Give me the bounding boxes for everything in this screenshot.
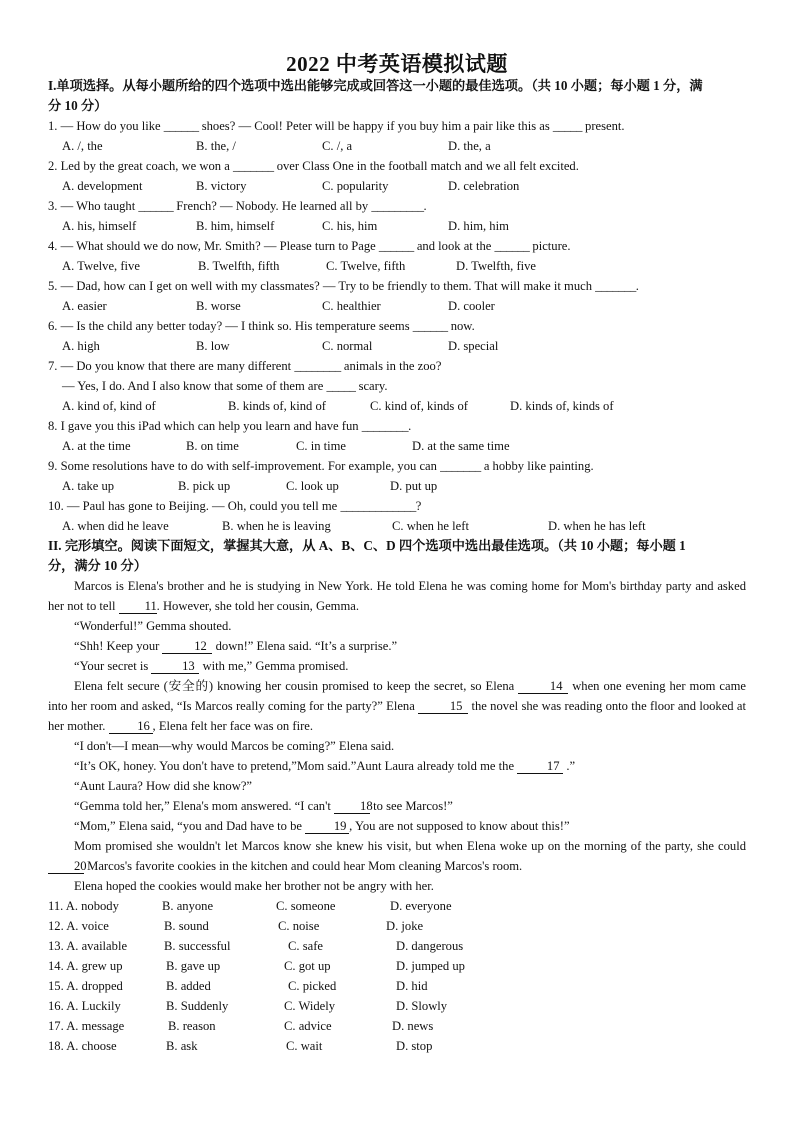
- cloze-blank-16: 16: [109, 720, 153, 734]
- choice-17-a: 17. A. message: [48, 1019, 125, 1033]
- option-5-a: A. easier: [62, 299, 107, 313]
- question-text: 5. — Dad, how can I get on well with my classmates? — Try to be friendly to them. That will make it much: [48, 279, 596, 293]
- option-6-d: D. special: [448, 339, 499, 353]
- passage-text: “I don't—I mean—why would Marcos be coming?” Elena said.: [74, 739, 395, 753]
- choice-11-d: D. everyone: [390, 899, 452, 913]
- passage-text: , Elena felt her face was on fire.: [152, 719, 313, 733]
- choice-13-c: C. safe: [288, 939, 323, 953]
- cloze-blank-12: 12: [162, 640, 212, 654]
- passage-text: with me,” Gemma promised.: [199, 659, 349, 673]
- choice-18-d: D. stop: [396, 1039, 433, 1053]
- question-text: 9. Some resolutions have to do with self-improvement. For example, you can: [48, 459, 441, 473]
- option-5-c: C. healthier: [322, 299, 381, 313]
- question-text: .: [408, 419, 412, 433]
- passage-text: . However, she told her cousin, Gemma.: [156, 599, 359, 613]
- answer-blank: ________: [361, 419, 409, 433]
- question-5: [48, 278, 639, 294]
- question-text: over Class One in the football match and we all felt excited.: [273, 159, 579, 173]
- choice-16-b: B. Suddenly: [166, 999, 229, 1013]
- passage-paragraph: [48, 796, 746, 816]
- answer-blank: _____: [326, 379, 356, 393]
- option-10-b: B. when he is leaving: [222, 519, 331, 533]
- option-10-c: C. when he left: [392, 519, 469, 533]
- passage-text: “It’s OK, honey. You don't have to pretend,”Mom said.”Aunt Laura already told me the: [74, 759, 518, 773]
- passage-paragraph: [48, 576, 746, 616]
- choice-13-d: D. dangerous: [396, 939, 464, 953]
- choice-15-d: D. hid: [396, 979, 428, 993]
- question-text: — Yes, I do. And I also know that some of them are: [62, 379, 327, 393]
- passage-text: Marcos is Elena's brother and he is studying in New York. He told Elena he was coming home for Mom's birthday party and asked her not to tell: [48, 579, 746, 613]
- option-6-b: B. low: [196, 339, 230, 353]
- question-text: a hobby like painting.: [480, 459, 594, 473]
- passage-paragraph: [48, 756, 746, 776]
- option-9-d: D. put up: [390, 479, 438, 493]
- cloze-blank-18: 18: [334, 800, 370, 814]
- question-text: 2. Led by the great coach, we won a: [48, 159, 233, 173]
- cloze-blank-20: 20: [48, 860, 84, 874]
- passage-text: Mom promised she wouldn't let Marcos know she knew his visit, but when Elena woke up on the morning of the party, she could: [74, 839, 746, 853]
- question-text: 10. — Paul has gone to Beijing. — Oh, could you tell me: [48, 499, 341, 513]
- choice-12-a: 12. A. voice: [48, 919, 109, 933]
- passage-text: , You are not supposed to know about this!”: [349, 819, 570, 833]
- question-text: French? — Nobody. He learned all by: [173, 199, 372, 213]
- choice-12-b: B. sound: [164, 919, 209, 933]
- answer-blank: _____: [552, 119, 582, 133]
- answer-blank: ______: [412, 319, 448, 333]
- answer-blank: ________: [294, 359, 341, 373]
- question-text: picture.: [529, 239, 571, 253]
- passage-text: “Wonderful!” Gemma shouted.: [74, 619, 232, 633]
- question-text: 6. — Is the child any better today? — I think so. His temperature seems: [48, 319, 413, 333]
- answer-blank: _________: [371, 199, 424, 213]
- question-text: .: [635, 279, 639, 293]
- answer-blank: ______: [138, 199, 174, 213]
- choice-12-d: D. joke: [386, 919, 424, 933]
- passage-text: “Your secret is: [74, 659, 152, 673]
- choice-15-a: 15. A. dropped: [48, 979, 123, 993]
- option-4-d: D. Twelfth, five: [456, 259, 537, 273]
- passage-text: the novel she was reading onto the floor and looked at her mother.: [48, 699, 747, 733]
- passage-paragraph: [48, 616, 746, 636]
- cloze-blank-15: 15: [418, 700, 468, 714]
- choice-16-d: D. Slowly: [396, 999, 448, 1013]
- option-3-b: B. him, himself: [196, 219, 275, 233]
- question-text: 1. — How do you like: [48, 119, 164, 133]
- question-7-line2: [62, 378, 387, 394]
- cloze-blank-13: 13: [151, 660, 199, 674]
- question-9: [48, 458, 594, 474]
- passage-text: when one evening her mom came into her room and asked, “Is Marcos really coming for the party?” Elena: [48, 679, 746, 713]
- question-text: scary.: [355, 379, 388, 393]
- cloze-blank-17: 17: [517, 760, 563, 774]
- option-10-d: D. when he has left: [548, 519, 646, 533]
- option-4-b: B. Twelfth, fifth: [198, 259, 280, 273]
- section1-header-cont: 分 10 分）: [48, 98, 108, 113]
- choice-14-b: B. gave up: [166, 959, 221, 973]
- option-1-c: C. /, a: [322, 139, 353, 153]
- question-text: 8. I gave you this iPad which can help you learn and have fun: [48, 419, 362, 433]
- choice-14-d: D. jumped up: [396, 959, 465, 973]
- option-8-a: A. at the time: [62, 439, 131, 453]
- question-text: .: [423, 199, 427, 213]
- section2-header-cont: 分，满分 10 分）: [48, 558, 147, 573]
- page-title: 2022 中考英语模拟试题: [286, 52, 508, 76]
- option-10-a: A. when did he leave: [62, 519, 169, 533]
- option-7-a: A. kind of, kind of: [62, 399, 156, 413]
- cloze-blank-11: 11: [119, 600, 157, 614]
- question-text: ?: [415, 499, 422, 513]
- option-7-d: D. kinds of, kinds of: [510, 399, 614, 413]
- option-8-b: B. on time: [186, 439, 239, 453]
- answer-blank: _____________: [340, 499, 416, 513]
- question-4: [48, 238, 571, 254]
- answer-blank: _______: [440, 459, 481, 473]
- choice-12-c: C. noise: [278, 919, 320, 933]
- question-1: [48, 118, 625, 134]
- answer-blank: ______: [163, 119, 199, 133]
- option-2-b: B. victory: [196, 179, 247, 193]
- option-6-c: C. normal: [322, 339, 373, 353]
- passage-text: “Aunt Laura? How did she know?”: [74, 779, 253, 793]
- passage-text: down!” Elena said. “It’s a surprise.”: [212, 639, 398, 653]
- option-3-a: A. his, himself: [62, 219, 137, 233]
- choice-17-d: D. news: [392, 1019, 434, 1033]
- section2-header: II. 完形填空。阅读下面短文，掌握其大意，从 A、B、C、D 四个选项中选出最佳选项。（共 10 小题；每小题 1: [48, 538, 686, 553]
- option-4-a: A. Twelve, five: [62, 259, 140, 273]
- question-text: now.: [447, 319, 475, 333]
- choice-18-c: C. wait: [286, 1039, 323, 1053]
- option-1-d: D. the, a: [448, 139, 491, 153]
- option-9-c: C. look up: [286, 479, 339, 493]
- choice-16-a: 16. A. Luckily: [48, 999, 121, 1013]
- passage-paragraph: [48, 656, 746, 676]
- question-text: 3. — Who taught: [48, 199, 139, 213]
- question-text: shoes? — Cool! Peter will be happy if you buy him a pair like this as: [198, 119, 553, 133]
- passage-paragraph: [48, 636, 746, 656]
- option-1-b: B. the, /: [196, 139, 236, 153]
- choice-11-c: C. someone: [276, 899, 336, 913]
- choice-13-b: B. successful: [164, 939, 231, 953]
- option-2-d: D. celebration: [448, 179, 520, 193]
- option-6-a: A. high: [62, 339, 100, 353]
- passage-paragraph: [48, 776, 746, 796]
- question-8: [48, 418, 411, 434]
- question-text: 4. — What should we do now, Mr. Smith? — Please turn to Page: [48, 239, 379, 253]
- answer-blank: _______: [232, 159, 274, 173]
- option-3-d: D. him, him: [448, 219, 509, 233]
- question-7: [48, 358, 441, 374]
- option-8-c: C. in time: [296, 439, 347, 453]
- passage-text: to see Marcos!”: [370, 799, 453, 813]
- question-2: [48, 158, 579, 174]
- passage-paragraph: [48, 736, 746, 756]
- option-9-b: B. pick up: [178, 479, 231, 493]
- option-5-d: D. cooler: [448, 299, 495, 313]
- option-2-c: C. popularity: [322, 179, 389, 193]
- answer-blank: ______: [494, 239, 530, 253]
- passage-text: “Mom,” Elena said, “you and Dad have to be: [74, 819, 306, 833]
- option-9-a: A. take up: [62, 479, 115, 493]
- choice-17-b: B. reason: [168, 1019, 216, 1033]
- choice-18-b: B. ask: [166, 1039, 198, 1053]
- option-8-d: D. at the same time: [412, 439, 510, 453]
- section1-header: I.单项选择。从每小题所给的四个选项中选出能够完成或回答这一小题的最佳选项。（共 10 小题；每小题 1 分，满: [48, 78, 703, 93]
- choice-15-c: C. picked: [288, 979, 337, 993]
- choice-14-c: C. got up: [284, 959, 331, 973]
- passage-text: Elena hoped the cookies would make her brother not be angry with her.: [74, 879, 434, 893]
- choice-14-a: 14. A. grew up: [48, 959, 123, 973]
- choice-11-b: B. anyone: [162, 899, 214, 913]
- option-7-b: B. kinds of, kind of: [228, 399, 326, 413]
- option-4-c: C. Twelve, fifth: [326, 259, 406, 273]
- choice-18-a: 18. A. choose: [48, 1039, 117, 1053]
- cloze-blank-14: 14: [518, 680, 568, 694]
- question-text: and look at the: [413, 239, 495, 253]
- question-text: present.: [581, 119, 625, 133]
- option-5-b: B. worse: [196, 299, 241, 313]
- question-6: [48, 318, 475, 334]
- passage-paragraph: [48, 836, 746, 876]
- option-7-c: C. kind of, kinds of: [370, 399, 468, 413]
- choice-11-a: 11. A. nobody: [48, 899, 119, 913]
- option-3-c: C. his, him: [322, 219, 378, 233]
- question-3: [48, 198, 427, 214]
- answer-blank: ______: [378, 239, 414, 253]
- choice-15-b: B. added: [166, 979, 211, 993]
- question-10: [48, 498, 421, 514]
- option-1-a: A. /, the: [62, 139, 103, 153]
- choice-13-a: 13. A. available: [48, 939, 128, 953]
- choice-17-c: C. advice: [284, 1019, 332, 1033]
- question-text: animals in the zoo?: [340, 359, 442, 373]
- passage-paragraph: [48, 816, 746, 836]
- passage-text: Elena felt secure (安全的) knowing her cousin promised to keep the secret, so Elena: [74, 679, 519, 693]
- cloze-blank-19: 19: [305, 820, 349, 834]
- option-2-a: A. development: [62, 179, 143, 193]
- passage-text: “Shh! Keep your: [74, 639, 163, 653]
- passage-paragraph: [48, 676, 746, 736]
- passage-paragraph: [48, 876, 746, 896]
- passage-text: Marcos's favorite cookies in the kitchen and could hear Mom cleaning Marcos's room.: [84, 859, 523, 873]
- question-text: 7. — Do you know that there are many different: [48, 359, 295, 373]
- passage-text: “Gemma told her,” Elena's mom answered. “I can't: [74, 799, 335, 813]
- choice-16-c: C. Widely: [284, 999, 336, 1013]
- answer-blank: _______: [595, 279, 636, 293]
- passage-text: .”: [563, 759, 576, 773]
